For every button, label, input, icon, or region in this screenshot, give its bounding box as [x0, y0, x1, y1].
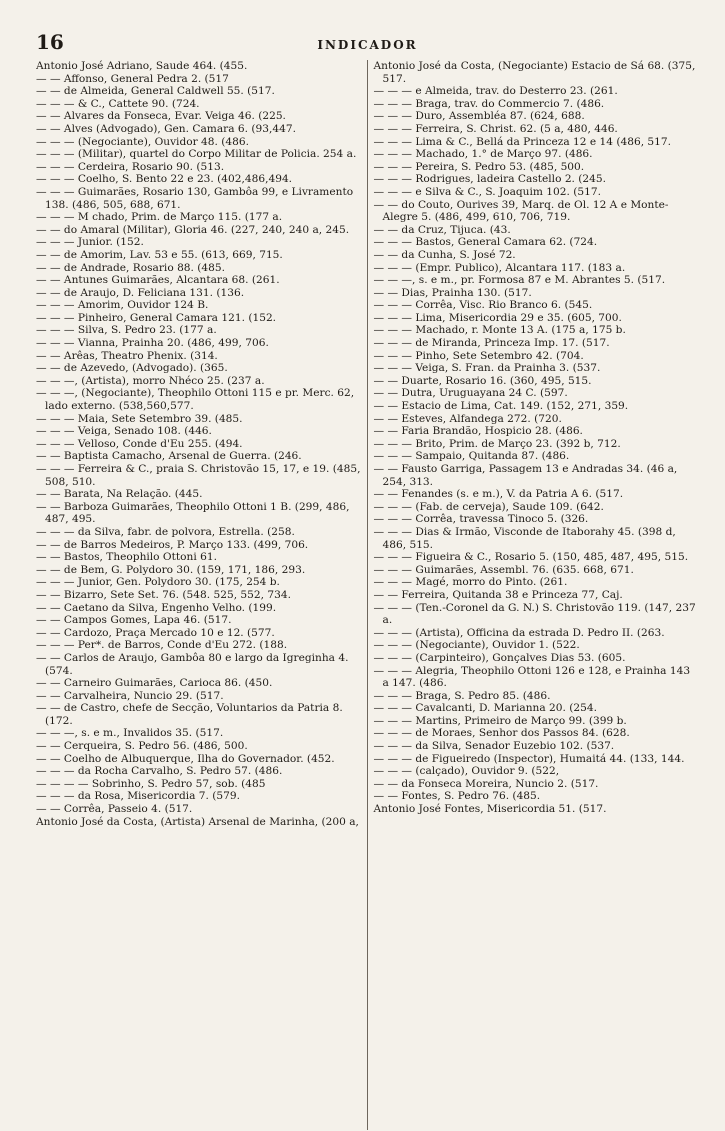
directory-entry: — — Alves (Advogado), Gen. Camara 6. (93,447.	[36, 122, 296, 135]
directory-entry: — — Carvalheira, Nuncio 29. (517.	[36, 689, 224, 702]
directory-entry: — — — e Silva & C., S. Joaquim 102. (517.	[373, 185, 601, 198]
directory-entry: — — — Corrêa, travessa Tinoco 5. (326.	[373, 513, 589, 526]
directory-entry: — — Caetano da Silva, Engenho Velho. (199.	[36, 601, 277, 614]
directory-entry: — — — (Carpinteiro), Gonçalves Dias 53. (605.	[373, 651, 626, 664]
directory-entry: Antonio José da Costa, (Artista) Arsenal de Marinha, (200 a,	[36, 815, 359, 828]
directory-entry: — — — Ferreira & C., praia S. Christovão 15, 17, e 19. (485, 508, 510.	[36, 463, 361, 488]
directory-entry: — — de Bem, G. Polydoro 30. (159, 171, 186, 293.	[36, 563, 306, 576]
directory-entry: — — Bastos, Theophilo Ottoni 61.	[36, 551, 217, 564]
directory-entry: — — — Machado, r. Monte 13 A. (175 a, 175 b.	[373, 324, 626, 337]
directory-entry: — — — Sampaio, Quitanda 87. (486.	[373, 450, 570, 463]
directory-entry: — — de Araujo, D. Feliciana 131. (136.	[36, 286, 245, 299]
directory-entry: — — — (Ten.-Coronel da G. N.) S. Christovão 119. (147, 237 a.	[373, 601, 696, 627]
directory-entry: — — Barboza Guimarães, Theophilo Ottoni 1 B. (299, 486, 487, 495.	[36, 500, 350, 526]
directory-entry: — — — Maia, Sete Setembro 39. (485.	[36, 412, 243, 425]
directory-entry: — — Campos Gomes, Lapa 46. (517.	[36, 614, 232, 627]
directory-entry: — — — da Silva, Senador Euzebio 102. (537.	[373, 740, 615, 753]
directory-entry: — — — — Sobrinho, S. Pedro 57, sob. (485	[36, 777, 266, 790]
directory-entry: — — — (Militar), quartel do Corpo Militar de Policia. 254 a.	[36, 148, 357, 161]
directory-entry: — — Baptista Camacho, Arsenal de Guerra. (246.	[36, 450, 302, 463]
directory-entry: — — — de Figueiredo (Inspector), Humaitá 44. (133, 144.	[373, 752, 685, 765]
directory-entry: — — — da Rosa, Misericordia 7. (579.	[36, 790, 241, 803]
directory-entry: — — — Alegria, Theophilo Ottoni 126 e 128, e Prainha 143 a 147. (486.	[373, 664, 691, 690]
two-column-body	[36, 60, 699, 1130]
directory-entry: — — Fenandes (s. e m.), V. da Patria A 6. (517.	[373, 488, 624, 501]
right-column	[368, 60, 700, 1130]
directory-entry: — — — Pereira, S. Pedro 53. (485, 500.	[373, 160, 585, 173]
directory-entry: — — Affonso, General Pedra 2. (517	[36, 72, 229, 85]
directory-entry: — — de Andrade, Rosario 88. (485.	[36, 261, 226, 274]
directory-entry: — — —, (Negociante), Theophilo Ottoni 115 e pr. Merc. 62, lado externo. (538,560,577.	[36, 387, 355, 413]
directory-entry: — — — Junior. (152.	[36, 236, 144, 249]
directory-entry: — — — Per*. de Barros, Conde d'Eu 272. (188.	[36, 639, 288, 652]
directory-entry: — — Antunes Guimarães, Alcantara 68. (261.	[36, 274, 280, 287]
directory-entry: — — — Cavalcanti, D. Marianna 20. (254.	[373, 702, 597, 715]
page-header	[36, 30, 699, 60]
running-title: INDICADOR	[317, 38, 418, 52]
directory-entry: — — Dias, Prainha 130. (517.	[373, 286, 532, 299]
directory-entry: — — — (Empr. Publico), Alcantara 117. (183 a.	[373, 261, 626, 274]
directory-entry: — — — Bastos, General Camara 62. (724.	[373, 236, 598, 249]
directory-entry: — — — de Miranda, Princeza Imp. 17. (517.	[373, 337, 610, 350]
directory-entry: Antonio José da Costa, (Negociante) Estacio de Sá 68. (375, 517.	[373, 60, 696, 85]
directory-entry: — — — M chado, Prim. de Março 115. (177 a.	[36, 211, 283, 224]
page-number: 16	[36, 30, 64, 54]
directory-entry: — — Carneiro Guimarães, Carioca 86. (450.	[36, 677, 273, 690]
directory-entry: — — — Coelho, S. Bento 22 e 23. (402,486,494.	[36, 173, 293, 186]
directory-entry: — — Arêas, Theatro Phenix. (314.	[36, 349, 218, 362]
directory-entry: — — —, s. e m., pr. Formosa 87 e M. Abrantes 5. (517.	[373, 274, 666, 287]
directory-entry: Antonio José Fontes, Misericordia 51. (517.	[373, 803, 607, 816]
directory-entry: — — — Braga, S. Pedro 85. (486.	[373, 689, 551, 702]
directory-entry: — — — Martins, Primeiro de Março 99. (399 b.	[373, 714, 627, 727]
directory-entry: — — — Vianna, Prainha 20. (486, 499, 706.	[36, 337, 269, 350]
directory-entry: — — — Velloso, Conde d'Eu 255. (494.	[36, 437, 243, 450]
directory-entry: — — Estacio de Lima, Cat. 149. (152, 271, 359.	[373, 400, 629, 413]
directory-entry: — — da Cruz, Tijuca. (43.	[373, 223, 511, 236]
directory-entry: — — Barata, Na Relação. (445.	[36, 488, 203, 501]
directory-entry: — — — Lima & C., Bellá da Princeza 12 e 14 (486, 517.	[373, 135, 672, 148]
directory-entry: — — Cardozo, Praça Mercado 10 e 12. (577.	[36, 626, 275, 639]
directory-entry: — — — Corrêa, Visc. Rio Branco 6. (545.	[373, 299, 593, 312]
directory-entry: — — — Veiga, Senado 108. (446.	[36, 425, 212, 438]
directory-entry: — — — Silva, S. Pedro 23. (177 a.	[36, 324, 217, 337]
directory-entry: — — Carlos de Araujo, Gambôa 80 e largo da Igreginha 4. (574.	[36, 651, 349, 677]
directory-entry: — — — da Silva, fabr. de polvora, Estrella. (258.	[36, 525, 295, 538]
directory-entry: — — — e Almeida, trav. do Desterro 23. (261.	[373, 85, 618, 98]
directory-entry: — — de Barros Medeiros, P. Março 133. (499, 706.	[36, 538, 309, 551]
directory-entry: — — Fausto Garriga, Passagem 13 e Andradas 34. (46 a, 254, 313.	[373, 463, 678, 488]
directory-entry: — — Coelho de Albuquerque, Ilha do Governador. (452.	[36, 752, 335, 765]
directory-entry: — — —, (Artista), morro Nhéco 25. (237 a.	[36, 374, 265, 387]
directory-entry: — — — Amorim, Ouvidor 124 B.	[36, 299, 209, 312]
directory-entry: — — do Amaral (Militar), Gloria 46. (227, 240, 240 a, 245.	[36, 223, 350, 236]
directory-entry: — — Corrêa, Passeio 4. (517.	[36, 803, 193, 816]
directory-entry: — — — Guimarães, Assembl. 76. (635. 668, 671.	[373, 563, 634, 576]
directory-entry: — — Dutra, Uruguayana 24 C. (597.	[373, 387, 568, 400]
directory-entry: — — — Veiga, S. Fran. da Prainha 3. (537.	[373, 362, 601, 375]
directory-entry: — — de Castro, chefe de Secção, Voluntarios da Patria 8. (172.	[36, 702, 343, 727]
directory-entry: — — —, s. e m., Invalidos 35. (517.	[36, 727, 224, 740]
directory-entry: — — — Figueira & C., Rosario 5. (150, 485, 487, 495, 515.	[373, 551, 689, 564]
directory-entry: — — — Pinho, Sete Setembro 42. (704.	[373, 349, 584, 362]
directory-entry: — — — Dias & Irmão, Visconde de Itaborahy 45. (398 d, 486, 515.	[373, 525, 676, 551]
directory-entry: — — Cerqueira, S. Pedro 56. (486, 500.	[36, 740, 248, 753]
directory-entry: — — Ferreira, Quitanda 38 e Princeza 77, Caj.	[373, 588, 623, 601]
directory-entry: — — — Junior, Gen. Polydoro 30. (175, 254 b.	[36, 576, 280, 589]
directory-entry: — — — Braga, trav. do Commercio 7. (486.	[373, 97, 605, 110]
directory-entry: — — Alvares da Fonseca, Evar. Veiga 46. (225.	[36, 110, 286, 123]
directory-entry: — — Fontes, S. Pedro 76. (485.	[373, 790, 541, 803]
directory-entry: — — — Lima, Misericordia 29 e 35. (605, 700.	[373, 311, 622, 324]
directory-entry: — — — (Artista), Officina da estrada D. Pedro II. (263.	[373, 626, 665, 639]
directory-entry: — — — de Moraes, Senhor dos Passos 84. (628.	[373, 727, 630, 740]
directory-entry: — — Bizarro, Sete Set. 76. (548. 525, 552, 734.	[36, 588, 291, 601]
directory-entry: — — — Cerdeira, Rosario 90. (513.	[36, 160, 225, 173]
directory-entry: Antonio José Adriano, Saude 464. (455.	[36, 60, 248, 72]
directory-entry: — — Esteves, Alfandega 272. (720.	[373, 412, 562, 425]
directory-entry: — — — Ferreira, S. Christ. 62. (5 a, 480, 446.	[373, 122, 618, 135]
left-column	[36, 60, 368, 1130]
directory-entry: — — — Rodrigues, ladeira Castello 2. (245.	[373, 173, 607, 186]
directory-entry: — — — Pinheiro, General Camara 121. (152.	[36, 311, 277, 324]
directory-entry: — — — & C., Cattete 90. (724.	[36, 97, 200, 110]
directory-entry: — — — Brito, Prim. de Março 23. (392 b, 712.	[373, 437, 621, 450]
directory-entry: — — Faria Brandão, Hospicio 28. (486.	[373, 425, 583, 438]
directory-entry: — — de Azevedo, (Advogado). (365.	[36, 362, 228, 375]
directory-entry: — — — (Negociante), Ouvidor 1. (522.	[373, 639, 580, 652]
directory-entry: — — Duarte, Rosario 16. (360, 495, 515.	[373, 374, 592, 387]
directory-entry: — — — (Fab. de cerveja), Saude 109. (642.	[373, 500, 604, 513]
directory-entry: — — de Almeida, General Caldwell 55. (517.	[36, 85, 275, 98]
directory-entry: — — — (Negociante), Ouvidor 48. (486.	[36, 135, 249, 148]
directory-entry: — — da Fonseca Moreira, Nuncio 2. (517.	[373, 777, 599, 790]
directory-entry: — — — Duro, Assembléa 87. (624, 688.	[373, 110, 585, 123]
directory-entry: — — de Amorim, Lav. 53 e 55. (613, 669, 715.	[36, 248, 283, 261]
directory-entry: — — — Guimarães, Rosario 130, Gambôa 99, e Livramento 138. (486, 505, 688, 671.	[36, 185, 354, 211]
directory-entry: — — — (calçado), Ouvidor 9. (522,	[373, 765, 560, 778]
directory-entry: — — — Machado, 1.° de Março 97. (486.	[373, 148, 593, 161]
directory-entry: — — da Cunha, S. José 72.	[373, 248, 516, 261]
directory-entry: — — — da Rocha Carvalho, S. Pedro 57. (486.	[36, 765, 283, 778]
directory-entry: — — do Couto, Ourives 39, Marq. de Ol. 12 A e Monte-Alegre 5. (486, 499, 610, 706, 719.	[373, 198, 669, 224]
directory-entry: — — — Magé, morro do Pinto. (261.	[373, 576, 568, 589]
